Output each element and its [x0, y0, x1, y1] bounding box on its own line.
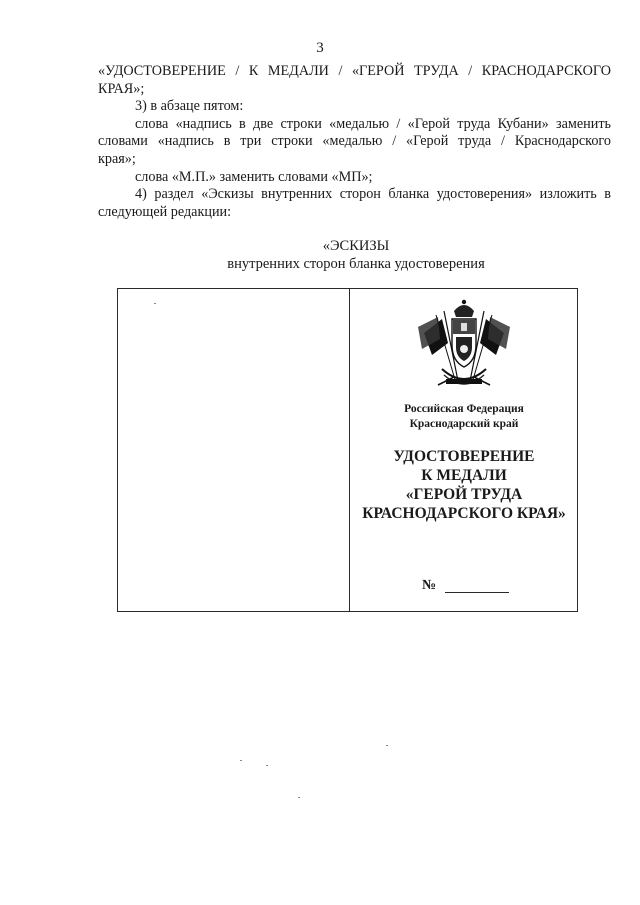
page-number: 3	[316, 40, 324, 56]
region-name: Краснодарский край	[409, 418, 519, 430]
certificate-title-line: К МЕДАЛИ	[421, 467, 507, 484]
scan-speck	[386, 745, 388, 746]
certificate-number-label: №	[422, 578, 437, 593]
scan-speck	[240, 760, 242, 761]
sketch-heading	[0, 237, 640, 273]
scan-speck	[154, 303, 156, 304]
text-line: 4) раздел «Эскизы внутренних сторон бланка удостоверения» изложить в	[135, 186, 611, 203]
certificate-form	[117, 288, 578, 612]
text-line: следующей редакции:	[98, 203, 232, 220]
text-line: 3) в абзаце пятом:	[135, 98, 244, 115]
text-line: «УДОСТОВЕРЕНИЕ / К МЕДАЛИ / «ГЕРОЙ ТРУДА / КРАСНОДАРСКОГО	[98, 63, 611, 79]
sketch-title: «ЭСКИЗЫ	[322, 238, 390, 254]
coat-of-arms-icon	[414, 297, 514, 397]
sketch-subtitle: внутренних сторон бланка удостоверения	[227, 256, 485, 272]
text-line: словами «надпись в три строки «медалью / «Герой труда / Краснодарского	[98, 133, 611, 150]
scan-speck	[298, 797, 300, 798]
certificate-title-line: КРАСНОДАРСКОГО КРАЯ»	[362, 505, 566, 522]
region-country: Российская Федерация	[404, 403, 524, 415]
certificate-title-line: УДОСТОВЕРЕНИЕ	[393, 448, 535, 465]
certificate-title	[350, 447, 578, 523]
certificate-title-line: «ГЕРОЙ ТРУДА	[405, 486, 523, 503]
text-line: края»;	[98, 150, 136, 167]
scan-speck	[266, 765, 268, 766]
form-left-page	[118, 289, 349, 611]
body-text	[98, 63, 611, 221]
text-line: слова «надпись в две строки «медалью / «Герой труда Кубани» заменить	[135, 115, 611, 132]
form-right-page	[350, 289, 578, 611]
text-line: слова «М.П.» заменить словами «МП»;	[135, 168, 373, 185]
text-line: КРАЯ»;	[98, 80, 145, 97]
certificate-number-line	[445, 592, 509, 593]
